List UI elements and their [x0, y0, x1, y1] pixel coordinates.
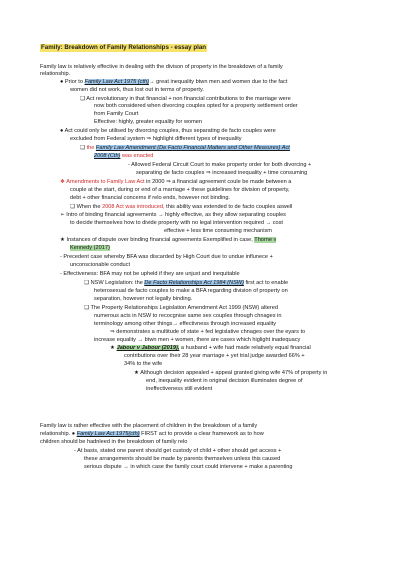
text-line [84, 280, 288, 287]
text-line [40, 431, 264, 438]
text-segment: children should be hadnleed in the breakdown of family relo [40, 439, 188, 445]
highlight-segment: first act to enable [243, 280, 289, 286]
text-line [60, 271, 240, 278]
text-segment: separating de facto couples ⇒ increased inequality + time consuming [136, 170, 308, 176]
text-line [124, 353, 305, 360]
text-segment: - Effectiveness: BFA may not be upheld if they are unjust and inequitable [60, 271, 240, 277]
text-segment: debt + other financial concerns if relo ends, however not binding. [70, 195, 230, 201]
text-segment: ★ [110, 345, 117, 351]
text-line [134, 370, 327, 377]
text-line [60, 254, 273, 261]
text-segment: numerous acts in NSW to recocgnise same sex couples through chnages in [94, 313, 282, 319]
text-segment: ❑ When the 2008 Act was introduced, this ability was extended to de facto couples aswell [70, 204, 293, 210]
text-line [70, 220, 283, 227]
text-line [94, 153, 153, 160]
text-line [84, 305, 278, 312]
text-line [84, 464, 292, 471]
text-segment: ❑ Act revolutionary in that financial + non financial contributions to the marriage were [80, 96, 291, 102]
text-line [124, 361, 162, 368]
highlight-segment: Jabour v Jabour (2019), [116, 345, 180, 351]
text-segment: excluded from Federal system ⇒ highlight different types of inequality [70, 136, 242, 142]
text-line [70, 195, 230, 202]
text-segment: ★ Although decision appealed + appeal granted giving wife 47% of property in [134, 370, 328, 376]
text-line [70, 204, 292, 211]
highlight-segment: Family Law Act 1975 (cth) [84, 79, 149, 85]
text-segment: ➢ Intro of binding financial agreements → highly effective, as they allow separating couples [60, 212, 286, 218]
text-segment: ★ Instances of dispute over binding financial agreements Exemplified in case, [60, 237, 255, 243]
page-title: Family: Breakdown of Family Relationships - essay plan [41, 44, 207, 51]
highlight-segment: 2008 (Cth) [94, 153, 121, 159]
text-line [60, 79, 287, 86]
text-line [70, 245, 110, 252]
text-segment: to decide themselves how to divide property with no legal intervention required → cost [70, 220, 283, 226]
text-segment: ineffectiveness still evident [146, 386, 213, 392]
text-segment: effective + less time consuming mechanism [164, 228, 272, 234]
text-segment: unconscionable conduct [70, 262, 131, 268]
text-line [84, 456, 280, 463]
text-segment: serious dispute → in which case the family court could intervene + make a parenting [84, 464, 293, 470]
text-line [128, 162, 311, 169]
text-line [146, 386, 212, 393]
highlight-segment: → great inequality btwn men and women due to the fact [149, 79, 288, 85]
text-line [70, 187, 290, 194]
text-line [136, 170, 307, 177]
text-segment: ⇒ demonstrates a multitude of state + fed legislative chnages over the eyars to [110, 329, 306, 335]
text-segment: end, inequality evident in original decision illuminates degree of [146, 378, 303, 384]
text-line [40, 64, 283, 71]
highlight-segment: Thorne v [254, 237, 277, 243]
text-line [146, 378, 302, 385]
text-segment: ❑ the [80, 145, 96, 151]
text-segment: ● Prior to [60, 79, 85, 85]
highlight-segment: De Facto Relationships Act 1984 (NSW) [144, 280, 244, 286]
highlight-segment: Family Law Amendment (De Facto Financial Matters and Other Measures) Act [95, 145, 290, 151]
text-line [94, 103, 298, 110]
highlight-segment: a husband + wife had made relatively equal financial [179, 345, 311, 351]
text-line [60, 128, 276, 135]
text-segment: couple at the start, during or end of a marriage + these guidelines for division of property, [70, 187, 290, 193]
text-segment: - Precedent case whereby BFA was discarded by High Court due to undue influnece + [60, 254, 273, 260]
text-line [40, 439, 187, 446]
text-segment: ● Act could only be utilised by divorcing couples, thus separating de facto couples were [60, 128, 276, 134]
text-line [94, 337, 300, 344]
text-line [110, 329, 305, 336]
text-segment: ❑ NSW Legislation: the [84, 280, 145, 286]
text-segment: these arrangements should be made by parents themselves unless this caused [84, 456, 281, 462]
text-segment: - Allowed Federal Circuit Court to make property order for both divorcing + [128, 162, 312, 168]
text-line [70, 262, 130, 269]
text-line [164, 228, 272, 235]
text-line [40, 71, 70, 78]
text-segment: ❑ The Property Relationships Legislation Amendment Act 1999 (NSW) altered [84, 305, 278, 311]
text-segment: contributions over their 28 year marriage + yet trial judge awarded 66% + [124, 353, 305, 359]
text-segment: from Family Court [94, 111, 139, 117]
highlight-segment: was enacted [120, 153, 154, 159]
text-segment: separation, however not legally binding. [94, 296, 193, 302]
highlight-segment: Family Law Act 1975(cth) [76, 431, 140, 437]
text-line [94, 313, 282, 320]
text-line [60, 179, 291, 186]
text-line [70, 136, 242, 143]
text-line [70, 87, 204, 94]
text-segment: Effective: highly, greater equality for women [94, 119, 202, 125]
text-line [60, 212, 286, 219]
text-segment: terminology among other things→ effectivness through increased equality [94, 321, 277, 327]
text-line [74, 448, 281, 455]
text-segment: Family law is relatively effective in dealing with the divison of property in the breakdown of a family [40, 64, 283, 70]
text-segment: - At basis, stated one parent should get custody of child + other should get access + [74, 448, 282, 454]
text-segment: women did not work, thus lost out in terms of property. [70, 87, 204, 93]
text-segment: heterosexual de facto couples to make a BFA regarding division of property on [94, 288, 288, 294]
text-segment: 34% to the wife [124, 361, 163, 367]
text-segment: relationship. [40, 71, 71, 77]
text-segment: Family law is rather effective with the placement of children in the breakdown of a family [40, 423, 258, 429]
text-line [80, 145, 290, 152]
text-line [94, 119, 202, 126]
text-line [110, 345, 311, 352]
text-segment: increase equality → btwn men + women, there are cases which higlight inadequacy [94, 337, 301, 343]
text-segment: ❖ Amendments to Family Law Act in 2000 ⇒ a financial agreement coule be made between a [60, 179, 292, 185]
text-line [94, 288, 288, 295]
text-segment: now both considered when divorcing couples opted for a property settlement order [94, 103, 298, 109]
highlight-segment: Kennedy (2017) [70, 245, 110, 251]
text-line [60, 237, 276, 244]
highlight-segment: FIRST act to provide a clear framework as to how [139, 431, 264, 437]
text-segment: relationship. ● [40, 431, 77, 437]
text-line [94, 321, 276, 328]
text-line [94, 296, 192, 303]
text-line [94, 111, 138, 118]
text-line [40, 423, 257, 430]
